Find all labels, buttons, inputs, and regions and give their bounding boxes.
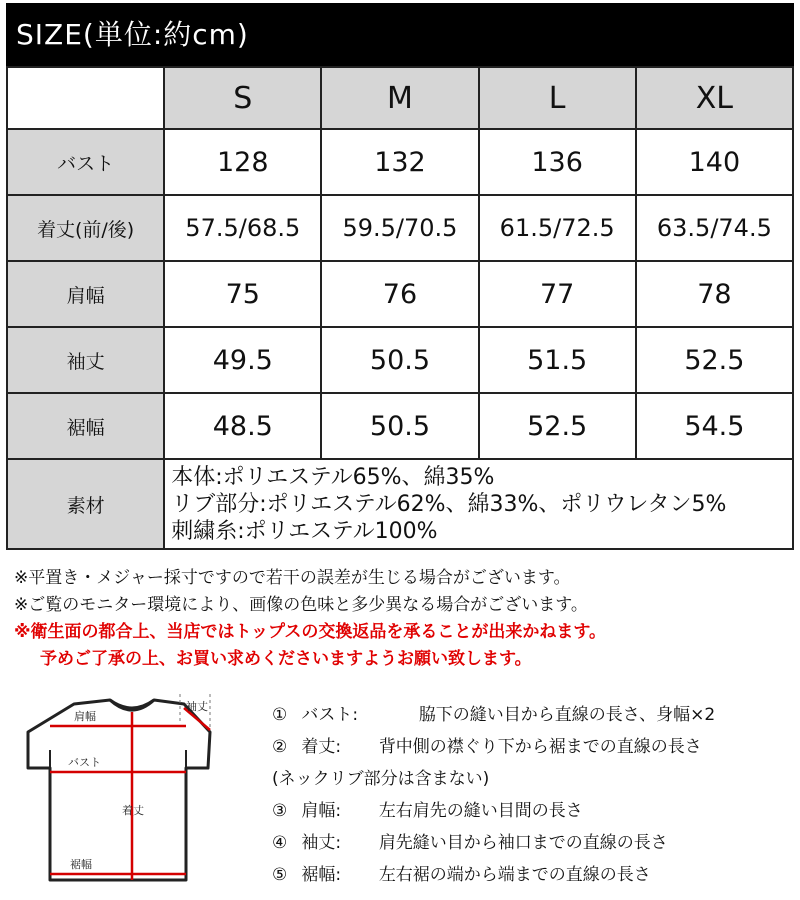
row-label-hem: 裾幅 [7, 393, 164, 459]
size-header-l: L [479, 67, 636, 129]
legend-number: ② [272, 737, 288, 757]
legend-desc: 左右肩先の縫い目間の長さ [378, 801, 583, 821]
row-label-length: 着丈(前/後) [7, 195, 164, 261]
table-row [7, 129, 793, 195]
table-row-material [7, 459, 793, 549]
size-chart-table [6, 66, 794, 550]
cell-value: 61.5/72.5 [479, 195, 636, 261]
measurement-legend [272, 699, 715, 891]
legend-item [272, 763, 715, 795]
material-line: 刺繍糸:ポリエステル100% [171, 518, 438, 544]
legend-desc: (ネックリブ部分は含まない) [272, 769, 490, 789]
cell-value: 57.5/68.5 [164, 195, 321, 261]
table-row [7, 195, 793, 261]
notes-block [14, 565, 606, 673]
cell-value: 136 [479, 129, 636, 195]
cell-value: 132 [321, 129, 478, 195]
label-bust: バスト [68, 756, 101, 769]
label-shoulder: 肩幅 [74, 710, 96, 723]
legend-label: 裾幅: [301, 865, 342, 885]
legend-number: ④ [272, 833, 288, 853]
cell-value: 50.5 [321, 393, 478, 459]
legend-label: バスト: [301, 705, 359, 725]
row-label-shoulder: 肩幅 [7, 261, 164, 327]
legend-number: ③ [272, 801, 288, 821]
table-corner-cell [7, 67, 164, 129]
table-row [7, 261, 793, 327]
cell-value: 77 [479, 261, 636, 327]
size-title-bar [6, 3, 794, 66]
legend-label: 袖丈: [301, 833, 342, 853]
legend-desc: 肩先縫い目から袖口までの直線の長さ [378, 833, 668, 853]
cell-value: 59.5/70.5 [321, 195, 478, 261]
legend-label: 着丈: [301, 737, 342, 757]
size-header-xl: XL [636, 67, 793, 129]
legend-item [272, 859, 715, 891]
legend-label: 肩幅: [301, 801, 342, 821]
note-measurement: ※平置き・メジャー採寸ですので若干の誤差が生じる場合がございます。 [14, 568, 571, 588]
note-acknowledge: 予めご了承の上、お買い求めくださいますようお願い致します。 [40, 649, 532, 669]
cell-value: 49.5 [164, 327, 321, 393]
cell-value: 54.5 [636, 393, 793, 459]
table-header-row [7, 67, 793, 129]
row-label-sleeve: 袖丈 [7, 327, 164, 393]
row-label-material: 素材 [7, 459, 164, 549]
legend-number: ⑤ [272, 865, 288, 885]
cell-value: 52.5 [479, 393, 636, 459]
legend-item [272, 731, 715, 763]
cell-value: 48.5 [164, 393, 321, 459]
material-line: 本体:ポリエステル65%、綿35% [171, 464, 495, 490]
note-no-returns: ※衛生面の都合上、当店ではトップスの交換返品を承ることが出来かねます。 [14, 622, 606, 642]
row-label-bust: バスト [7, 129, 164, 195]
cell-value: 76 [321, 261, 478, 327]
legend-desc: 脇下の縫い目から直線の長さ、身幅×2 [418, 705, 716, 725]
label-sleeve: 袖丈 [186, 700, 208, 713]
cell-value: 50.5 [321, 327, 478, 393]
legend-number: ① [272, 705, 288, 725]
cell-value: 63.5/74.5 [636, 195, 793, 261]
label-length: 着丈 [122, 804, 144, 817]
legend-item [272, 795, 715, 827]
material-line: リブ部分:ポリエステル62%、綿33%、ポリウレタン5% [171, 491, 727, 517]
legend-desc: 背中側の襟ぐり下から裾までの直線の長さ [378, 737, 702, 757]
material-cell [164, 459, 793, 549]
cell-value: 75 [164, 261, 321, 327]
table-row [7, 327, 793, 393]
cell-value: 52.5 [636, 327, 793, 393]
size-title: SIZE(単位:約cm) [16, 18, 249, 51]
legend-desc: 左右裾の端から端までの直線の長さ [378, 865, 651, 885]
tshirt-diagram [14, 690, 254, 895]
legend-item [272, 699, 715, 731]
tshirt-diagram-svg [14, 690, 254, 895]
cell-value: 128 [164, 129, 321, 195]
note-monitor: ※ご覧のモニター環境により、画像の色味と多少異なる場合がございます。 [14, 595, 588, 615]
size-header-m: M [321, 67, 478, 129]
cell-value: 51.5 [479, 327, 636, 393]
legend-item [272, 827, 715, 859]
label-hem: 裾幅 [70, 858, 92, 871]
table-row [7, 393, 793, 459]
cell-value: 78 [636, 261, 793, 327]
cell-value: 140 [636, 129, 793, 195]
size-header-s: S [164, 67, 321, 129]
